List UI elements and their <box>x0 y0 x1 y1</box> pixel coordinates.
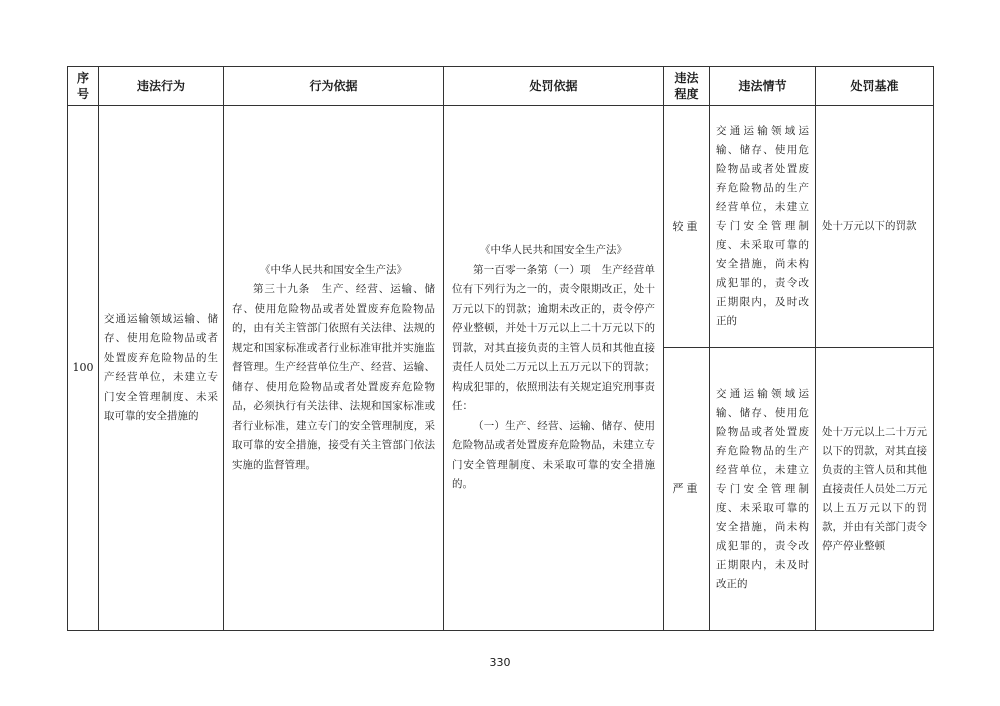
row-seq: 100 <box>68 106 99 631</box>
header-circumstance: 违法情节 <box>710 67 816 106</box>
degree-serious: 较重 <box>664 106 710 348</box>
table-header-row <box>68 67 934 106</box>
penalty-standard-table <box>67 66 934 631</box>
header-violation-act: 违法行为 <box>99 67 224 106</box>
header-standard: 处罚基准 <box>816 67 934 106</box>
page-number: 330 <box>489 656 511 669</box>
penalty-basis-law: 《中华人民共和国安全生产法》 <box>480 244 627 257</box>
act-basis <box>224 106 444 631</box>
table-row <box>68 106 934 348</box>
header-act-basis: 行为依据 <box>224 67 444 106</box>
penalty-basis-item: （一）生产、经营、运输、储存、使用危险物品或者处置废弃危险物品，未建立专门安全管理制度、未采取可靠的安全措施的。 <box>452 419 655 491</box>
penalty-basis-article: 第一百零一条第（一）项 生产经营单位有下列行为之一的，责令限期改正，处十万元以下的罚款；逾期未改正的，责令停产停业整顿，并处十万元以上二十万元以下的罚款，对其直接负责的主管人员和其他直接责任人员处二万元以上五万元以下的罚款；构成犯罪的，依照刑法有关规定追究刑事责任： <box>452 263 655 413</box>
circumstance-serious: 交通运输领域运输、储存、使用危险物品或者处置废弃危险物品的生产经营单位，未建立专门安全管理制度、未采取可靠的安全措施，尚未构成犯罪的，责令改正期限内，及时改正的 <box>710 106 816 348</box>
header-degree: 违法程度 <box>664 67 710 106</box>
violation-act: 交通运输领域运输、储存、使用危险物品或者处置废弃危险物品的生产经营单位，未建立专门安全管理制度、未采取可靠的安全措施的 <box>99 106 224 631</box>
penalty-basis <box>444 106 664 631</box>
act-basis-article: 第三十九条 生产、经营、运输、储存、使用危险物品或者处置废弃危险物品的，由有关主管部门依照有关法律、法规的规定和国家标准或者行业标准审批并实施监督管理。生产经营单位生产、经营、运输、储存、使用危险物品或者处置废弃危险物品，必须执行有关法律、法规和国家标准或者行业标准，建立专门的安全管理制度，采取可靠的安全措施，接受有关主管部门依法实施的监督管理。 <box>232 283 435 471</box>
act-basis-law: 《中华人民共和国安全生产法》 <box>260 263 407 276</box>
degree-severe: 严重 <box>664 348 710 631</box>
standard-severe: 处十万元以上二十万元以下的罚款，对其直接负责的主管人员和其他直接责任人员处二万元以上五万元以下的罚款，并由有关部门责令停产停业整顿 <box>816 348 934 631</box>
header-penalty-basis: 处罚依据 <box>444 67 664 106</box>
standard-serious: 处十万元以下的罚款 <box>816 106 934 348</box>
circumstance-severe: 交通运输领域运输、储存、使用危险物品或者处置废弃危险物品的生产经营单位，未建立专门安全管理制度、未采取可靠的安全措施，尚未构成犯罪的，责令改正期限内，未及时改正的 <box>710 348 816 631</box>
header-seq: 序号 <box>68 67 99 106</box>
